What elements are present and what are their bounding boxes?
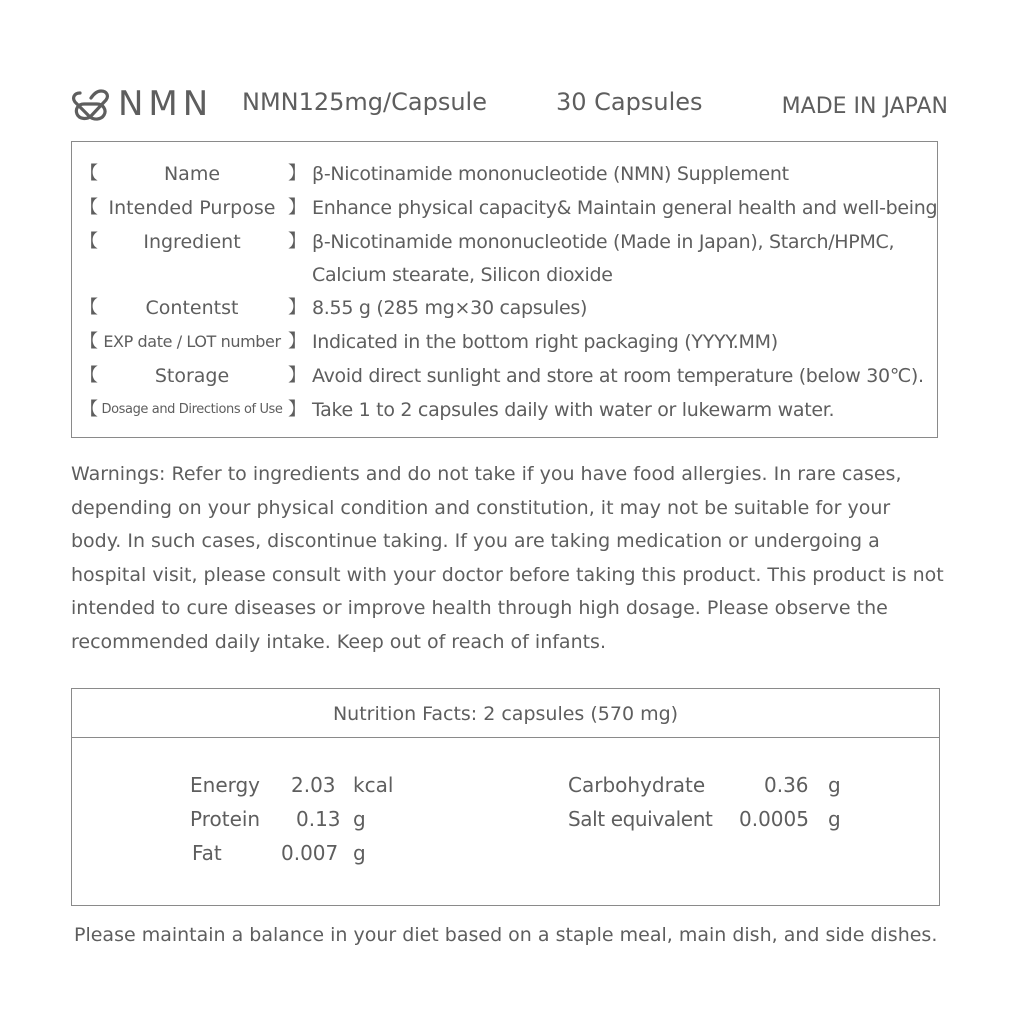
nutrient-value-carbohydrate: 0.36: [764, 773, 809, 797]
nutrient-unit-carbohydrate: g: [828, 773, 841, 797]
info-row-exp-lot: [72, 327, 938, 357]
nutrition-facts-box: [71, 688, 940, 906]
nutrient-unit-salt: g: [828, 807, 841, 831]
diet-balance-note: Please maintain a balance in your diet based on a staple meal, main dish, and side dishes.: [74, 924, 938, 946]
warnings-label: Warnings:: [71, 463, 166, 485]
info-row-storage: [72, 361, 938, 391]
bracket-close: 】: [288, 399, 306, 420]
product-header: [70, 84, 950, 128]
info-label: Name: [163, 163, 221, 185]
brand-name: NMN: [118, 84, 214, 124]
bracket-open: 【: [80, 365, 98, 386]
bracket-close: 】: [288, 163, 306, 184]
nutrition-facts-title: Nutrition Facts: 2 capsules (570 mg): [72, 689, 939, 738]
info-value: 8.55 g (285 mg×30 capsules): [312, 297, 588, 319]
info-value-continued: Calcium stearate, Silicon dioxide: [312, 264, 613, 286]
bracket-close: 】: [288, 197, 306, 218]
info-label: Intended Purpose: [108, 197, 276, 219]
bracket-close: 】: [288, 365, 306, 386]
info-label: Storage: [154, 365, 230, 387]
info-value: Take 1 to 2 capsules daily with water or lukewarm water.: [312, 399, 835, 421]
nutrient-value-fat: 0.007: [281, 841, 339, 865]
bracket-close: 】: [288, 231, 306, 252]
nutrient-unit-energy: kcal: [353, 773, 394, 797]
info-row-ingredient-continued: [72, 260, 938, 290]
product-info-box: [71, 141, 938, 438]
capsule-count: 30 Capsules: [556, 88, 703, 116]
info-row-ingredient: [72, 227, 938, 257]
info-value: Enhance physical capacity& Maintain general health and well-being: [312, 197, 938, 219]
info-row-name: [72, 159, 938, 189]
bracket-open: 【: [80, 297, 98, 318]
bracket-close: 】: [288, 331, 306, 352]
info-row-dosage: [72, 395, 938, 425]
bracket-open: 【: [80, 331, 98, 352]
info-label: EXP date / LOT number: [103, 332, 281, 351]
info-row-contents: [72, 293, 938, 323]
dose-per-capsule: NMN125mg/Capsule: [242, 88, 487, 116]
info-value: β-Nicotinamide mononucleotide (Made in Japan), Starch/HPMC,: [312, 231, 895, 253]
infinity-knot-icon: [70, 87, 112, 121]
brand-logo: [70, 84, 213, 124]
bracket-open: 【: [80, 231, 98, 252]
nutrient-value-salt: 0.0005: [739, 807, 809, 831]
nutrient-value-protein: 0.13: [296, 807, 341, 831]
warnings-text: Refer to ingredients and do not take if you have food allergies. In rare cases, depending on your physical condition and constitution, it may not be suitable for your body. In such cases, discontinue taking. If you are taking medication or undergoing a hospital visit, please consult with your doctor before taking this product. This product is not intended to cure diseases or improve health through high dosage. Please observe the recommended daily intake. Keep out of reach of infants.: [71, 463, 944, 653]
warnings-paragraph: [71, 458, 945, 659]
nutrient-name-carbohydrate: Carbohydrate: [568, 773, 706, 797]
nutrient-name-salt: Salt equivalent: [568, 807, 713, 831]
origin-label: MADE IN JAPAN: [781, 94, 948, 119]
nutrient-unit-fat: g: [353, 841, 366, 865]
nutrient-name-protein: Protein: [190, 807, 261, 831]
info-label: Dosage and Directions of Use: [101, 402, 283, 417]
nutrient-value-energy: 2.03: [291, 773, 336, 797]
nutrient-name-energy: Energy: [190, 773, 261, 797]
bracket-open: 【: [80, 197, 98, 218]
nutrient-name-fat: Fat: [192, 841, 222, 865]
bracket-open: 【: [80, 163, 98, 184]
info-value: Avoid direct sunlight and store at room temperature (below 30℃).: [312, 365, 924, 387]
info-label: Ingredient: [143, 231, 241, 253]
nutrient-unit-protein: g: [353, 807, 366, 831]
info-value: Indicated in the bottom right packaging (YYYY.MM): [312, 331, 778, 353]
info-row-intended-purpose: [72, 193, 938, 223]
info-value: β-Nicotinamide mononucleotide (NMN) Supplement: [312, 163, 789, 185]
bracket-close: 】: [288, 297, 306, 318]
bracket-open: 【: [80, 399, 98, 420]
info-label: Contentst: [145, 297, 239, 319]
